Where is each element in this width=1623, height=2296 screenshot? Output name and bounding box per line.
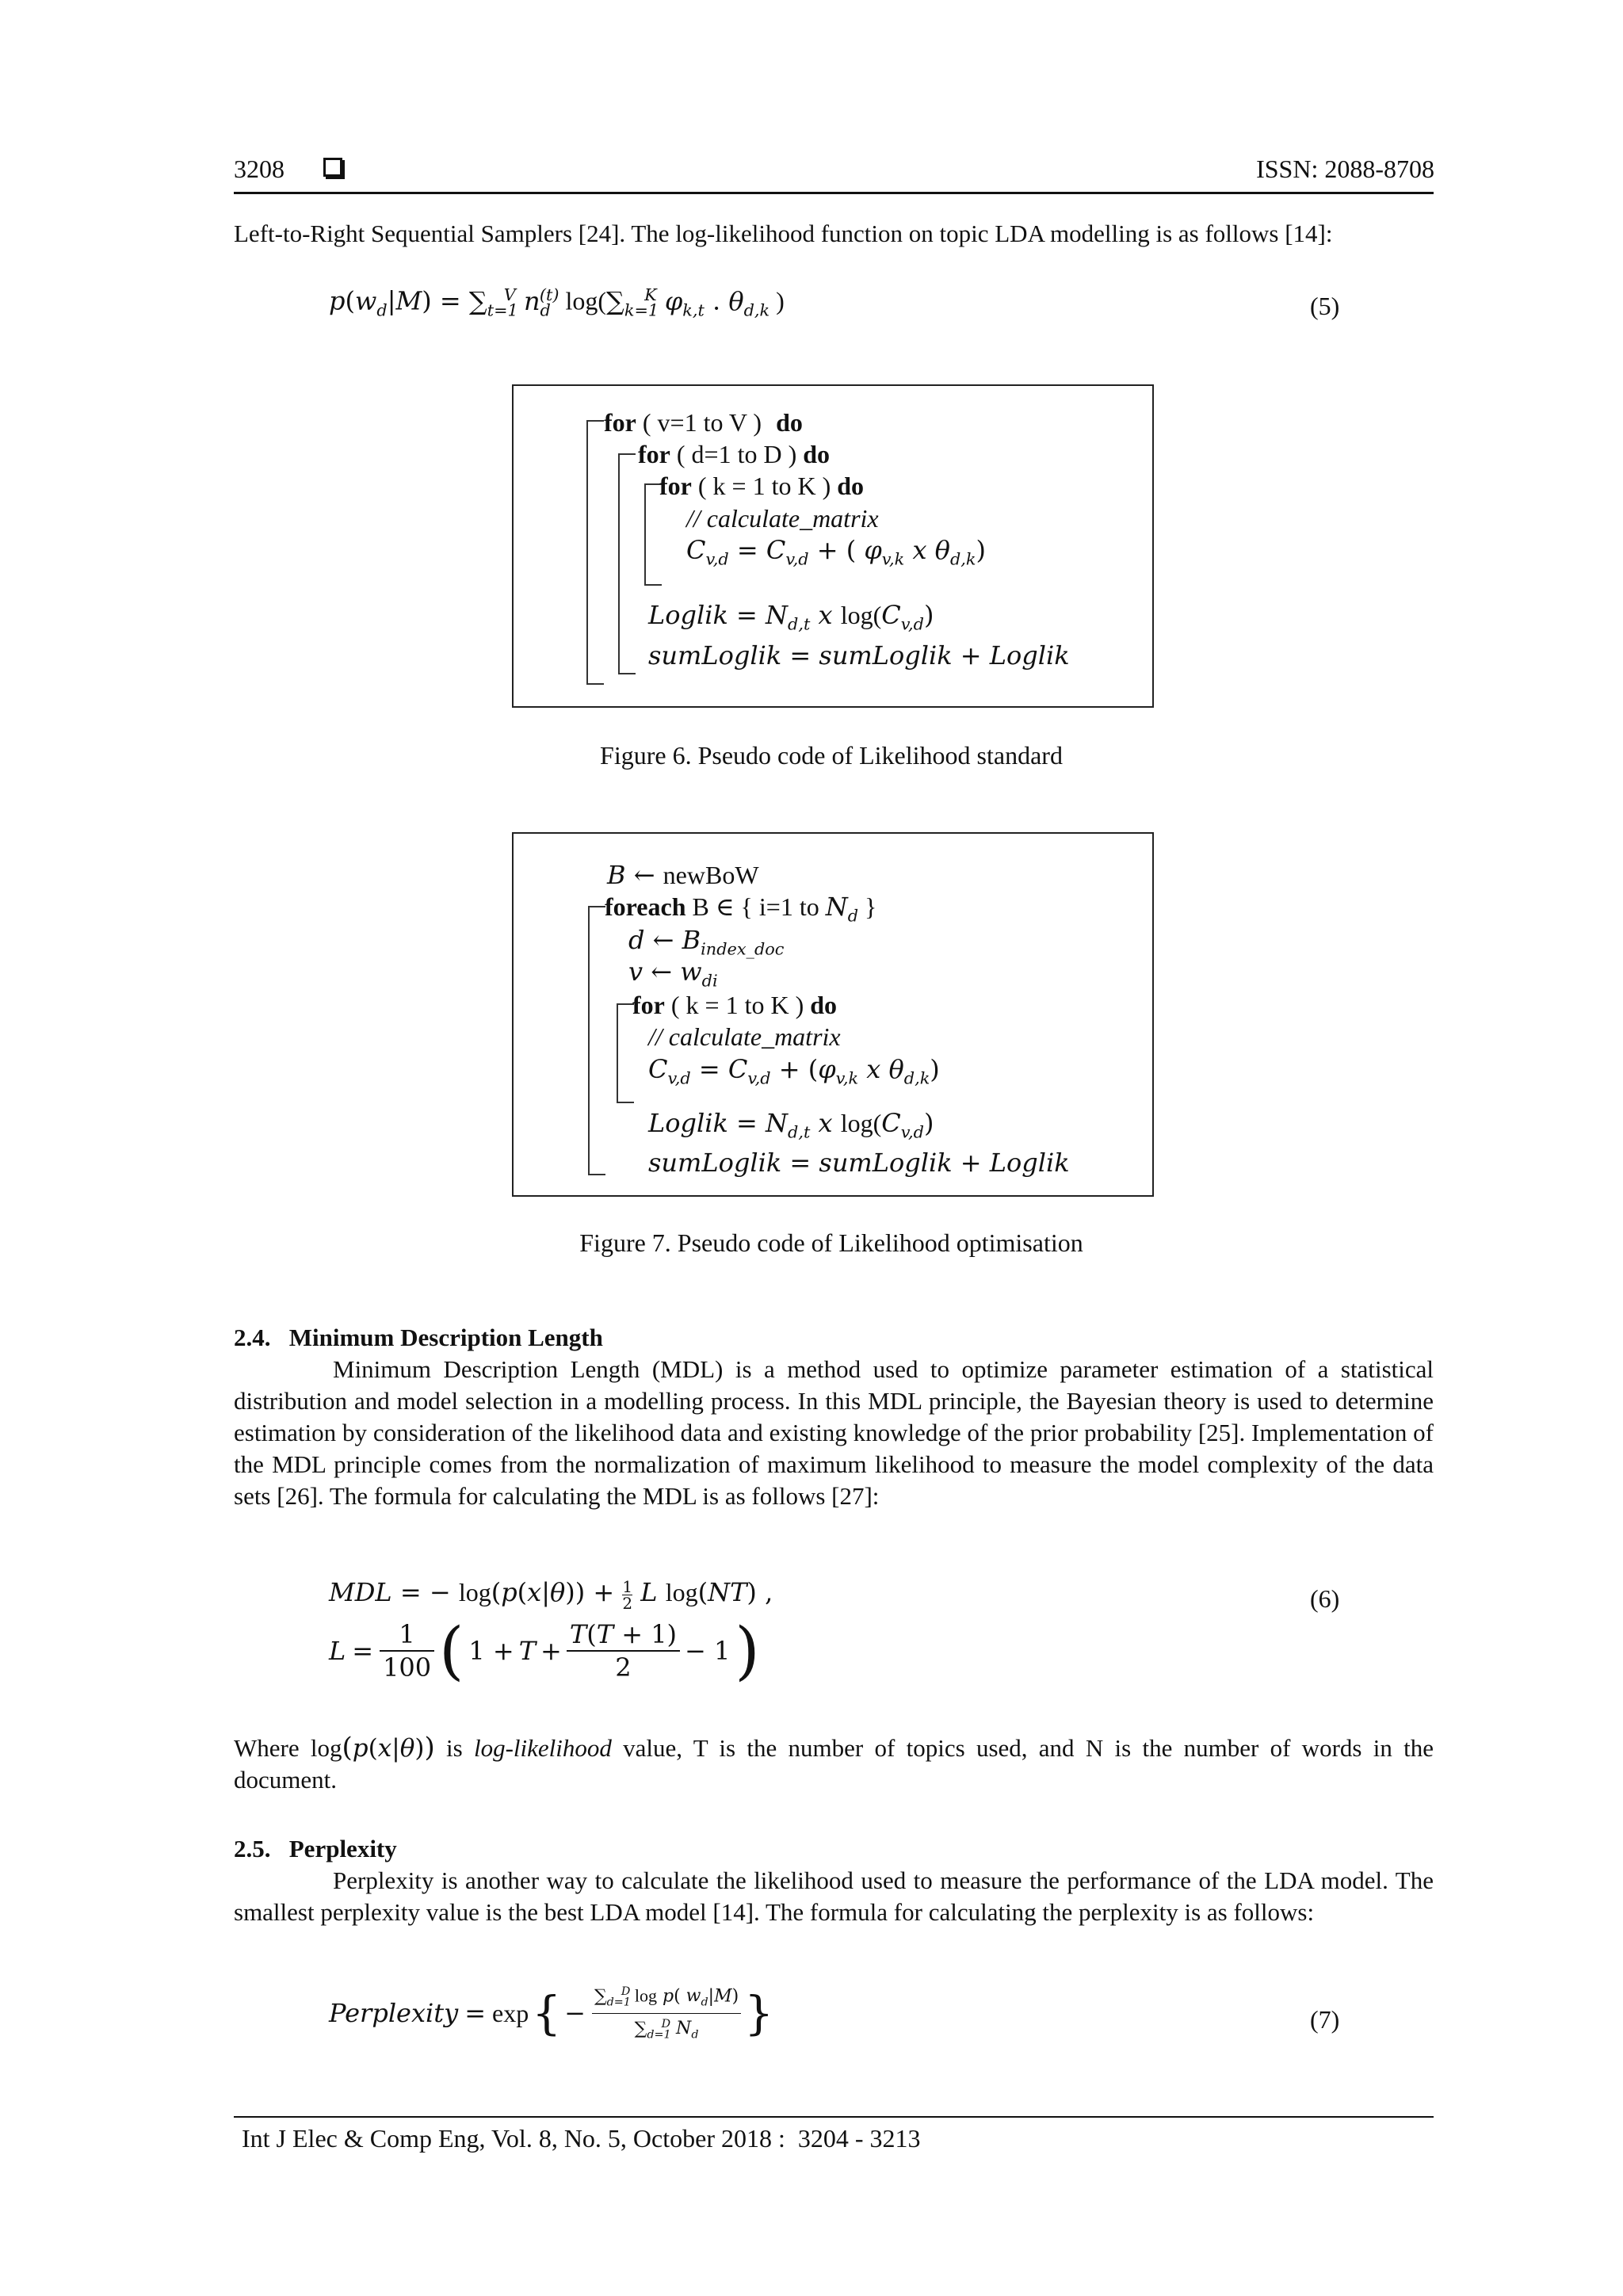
loop-bracket-d	[618, 453, 636, 674]
section-2-5-heading: 2.5. Perplexity	[234, 1835, 397, 1862]
figure-7-caption: Figure 7. Pseudo code of Likelihood optimisation	[579, 1228, 1083, 1257]
where-paragraph: Where log(p(x|θ)) is log-likelihood value, T is the number of topics used, and N is the number of words in the document.	[234, 1732, 1434, 1794]
for-keyword: for	[659, 472, 692, 500]
section-2-5-paragraph: Perplexity is another way to calculate the likelihood used to measure the performance of the LDA model. The smallest perplexity value is the best LDA model [14]. The formula for calculating the perplexity is as follows:	[234, 1866, 1434, 1926]
equation-7: Perplexity = exp { − $\frac{\sum_{d=1}^D \log p( w_d|M)}{\sum_{d=1}^D N_d}$ }	[329, 1981, 773, 2045]
newbow-label: newBoW	[663, 861, 759, 889]
header-rule	[234, 192, 1434, 194]
issn: ISSN: 2088-8708	[1256, 155, 1434, 183]
equation-6-line-2: L = $\frac{1}{100}$ ( 1 + T + $\frac{T(T + 1)}{2}$ − 1 )	[329, 1614, 760, 1687]
fig7-line-foreach: foreach B ∈ { i=1 to $N_d$ }	[605, 892, 877, 926]
fig7-line-newbow: B ← newBoW	[607, 860, 759, 890]
footer-citation: Int J Elec & Comp Eng, Vol. 8, No. 5, October 2018 : 3204 - 3213	[242, 2124, 921, 2153]
equation-5-number: (5)	[1310, 292, 1340, 320]
loop-range: ( v=1 to V )	[642, 408, 762, 437]
do-keyword: do	[776, 408, 803, 437]
page-number: 3208	[234, 155, 285, 183]
fig6-sumloglik: sumLoglik = sumLoglik + Loglik	[648, 640, 1070, 670]
fig7-line-d: d ← $B_{index\_doc}$	[628, 925, 785, 959]
for-keyword: for	[638, 440, 670, 468]
foreach-range: B ∈ { i=1 to	[692, 892, 819, 921]
fig6-comment: // calculate_matrix	[686, 504, 879, 533]
foreach-keyword: foreach	[605, 892, 686, 921]
footer-rule	[234, 2116, 1434, 2118]
fig6-line-3	[659, 472, 864, 501]
fig7-matrix-update: $C_{v,d} = C_{v,d} + (\varphi_{v,k}$ x $\theta_{d,k}$)	[648, 1054, 940, 1088]
fig6-loglik: Loglik = $N_{d,t}$ x $\log(C_{v,d})$	[648, 600, 934, 634]
do-keyword: do	[803, 440, 831, 468]
do-keyword: do	[837, 472, 865, 500]
equation-7-number: (7)	[1310, 2005, 1340, 2034]
equation-6-line-1: MDL = − log(p(x|θ)) + $\frac{1}{2}$ L log(NT) ,	[329, 1577, 773, 1614]
section-2-4-heading: 2.4. Minimum Description Length	[234, 1324, 603, 1351]
loop-range: ( k = 1 to K )	[697, 472, 831, 500]
for-k-bracket	[617, 1003, 634, 1103]
fig6-line-2	[638, 440, 830, 469]
fig6-matrix-update: $C_{v,d} = C_{v,d}$ + ( $\varphi_{v,k}$ x $\theta_{d,k}$)	[686, 535, 986, 569]
loop-range: ( d=1 to D )	[676, 440, 797, 468]
fig7-line-v: v ← $w_{di}$	[628, 957, 718, 991]
loop-bracket-v	[586, 420, 604, 685]
equation-6-number: (6)	[1310, 1584, 1340, 1613]
for-keyword: for	[604, 408, 636, 437]
for-keyword: for	[632, 991, 665, 1019]
loop-range: ( k = 1 to K )	[670, 991, 804, 1019]
fig7-comment: // calculate_matrix	[648, 1022, 841, 1051]
fig7-line-for	[632, 991, 837, 1020]
foreach-bracket	[588, 906, 605, 1175]
square-bullet-icon	[323, 158, 342, 177]
fig7-sumloglik: sumLoglik = sumLoglik + Loglik	[648, 1148, 1070, 1178]
intro-paragraph: Left-to-Right Sequential Samplers [24]. The log-likelihood function on topic LDA modelling is as follows [14]:	[234, 220, 1333, 247]
do-keyword: do	[810, 991, 838, 1019]
equation-5: $p(w_d|M) = \sum_{t=1}^V$ $n_d^{(t)}$ $\log(\sum_{k=1}^K$ $\varphi_{k,t}$ . $\theta_{d,k}$ )	[329, 285, 785, 320]
fig6-line-1	[604, 408, 803, 437]
section-2-4-paragraph: Minimum Description Length (MDL) is a method used to optimize parameter estimation of a statistical distribution and model selection in a modelling process. In this MDL principle, the Bayesian theory is used to determine estimation by consideration of the likelihood data and existing knowledge of the prior probability [25]. Implementation of the MDL principle comes from the normalization of maximum likelihood to measure the model complexity of the data sets [26]. The formula for calculating the MDL is as follows [27]:	[234, 1355, 1434, 1510]
figure-6-caption: Figure 6. Pseudo code of Likelihood standard	[600, 741, 1063, 770]
fig7-loglik: Loglik = $N_{d,t}$ x $\log(C_{v,d})$	[648, 1108, 934, 1142]
